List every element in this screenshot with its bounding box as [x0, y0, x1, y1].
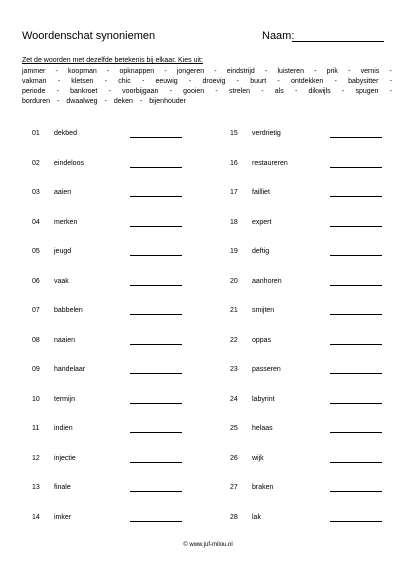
word-bank-separator: -: [56, 88, 59, 95]
answer-line[interactable]: [130, 167, 182, 168]
word-bank-separator: -: [57, 78, 61, 85]
exercise-row: [32, 451, 212, 481]
word-bank-line: [22, 77, 392, 87]
exercise-row: [32, 392, 212, 422]
answer-line[interactable]: [330, 167, 382, 168]
item-word: indien: [54, 425, 73, 432]
item-word: helaas: [252, 425, 273, 432]
word-bank-word: dwaalweg: [66, 98, 98, 105]
item-number: 27: [230, 484, 238, 491]
word-bank-word: buurt: [250, 78, 267, 85]
item-number: 16: [230, 159, 238, 167]
item-word: expert: [252, 218, 272, 226]
item-word: smijten: [252, 307, 275, 314]
answer-line[interactable]: [330, 137, 382, 138]
item-number: 22: [230, 336, 238, 344]
word-bank-word: gooien: [183, 88, 205, 95]
item-number: 05: [32, 248, 40, 255]
exercise-row: [32, 156, 212, 186]
answer-line[interactable]: [330, 462, 382, 463]
item-word: jeugd: [54, 248, 72, 255]
item-word: labyrint: [252, 395, 275, 403]
word-bank-word: bankroet: [70, 88, 98, 95]
answer-line[interactable]: [330, 403, 382, 404]
page-title: Woordenschat synoniemen: [22, 30, 156, 42]
item-number: 19: [230, 248, 238, 255]
answer-line[interactable]: [330, 255, 382, 256]
exercise-row: [32, 362, 212, 392]
word-bank-separator: -: [139, 98, 143, 105]
exercise-row: [230, 392, 410, 422]
word-bank-separator: -: [264, 68, 268, 75]
item-number: 28: [230, 513, 238, 521]
exercise-row: [230, 303, 410, 333]
word-bank-line: [22, 87, 392, 97]
item-number: 02: [32, 159, 40, 167]
word-bank-word: kletsen: [71, 78, 94, 85]
item-word: deftig: [252, 248, 270, 255]
answer-line[interactable]: [130, 344, 182, 345]
answer-line[interactable]: [130, 314, 182, 315]
word-bank-word: deken: [113, 98, 133, 105]
item-number: 17: [230, 189, 238, 196]
word-bank-separator: -: [188, 78, 192, 85]
answer-line[interactable]: [130, 521, 182, 522]
word-bank-separator: -: [261, 88, 264, 95]
word-bank-separator: -: [164, 68, 167, 75]
item-number: 08: [32, 336, 40, 344]
name-field[interactable]: [292, 41, 384, 42]
answer-line[interactable]: [130, 137, 182, 138]
word-bank-separator: -: [108, 88, 111, 95]
word-bank-separator: -: [389, 78, 392, 85]
exercise-row: [230, 480, 410, 510]
exercise-row: [32, 510, 212, 540]
exercise-row: [230, 510, 410, 540]
word-bank-word: eeuwig: [155, 78, 178, 85]
word-bank-separator: -: [57, 98, 60, 105]
item-word: aanhoren: [252, 277, 282, 285]
item-number: 10: [32, 395, 40, 403]
exercise-row: [230, 421, 410, 451]
item-number: 26: [230, 454, 238, 462]
item-number: 24: [230, 395, 238, 403]
item-number: 06: [32, 277, 40, 285]
item-word: merken: [54, 218, 78, 226]
exercise-column-right: [230, 126, 410, 539]
exercise-row: [230, 333, 410, 363]
answer-line[interactable]: [330, 285, 382, 286]
item-number: 14: [32, 513, 40, 521]
word-bank-word: jongeren: [176, 68, 205, 75]
word-bank-separator: -: [294, 88, 298, 95]
item-number: 23: [230, 366, 238, 373]
answer-line[interactable]: [330, 226, 382, 227]
exercise-row: [230, 126, 410, 156]
item-word: finale: [54, 484, 71, 491]
answer-line[interactable]: [330, 432, 382, 433]
word-bank-word: vernis: [360, 68, 380, 75]
item-number: 20: [230, 277, 238, 285]
word-bank-separator: -: [104, 78, 108, 85]
word-bank: [22, 67, 392, 107]
item-number: 15: [230, 130, 238, 137]
word-bank-separator: -: [215, 88, 218, 95]
word-bank-word: ontdekken: [290, 78, 324, 85]
exercise-row: [32, 421, 212, 451]
item-word: handelaar: [54, 366, 86, 373]
word-bank-separator: -: [55, 68, 58, 75]
word-bank-word: voorbijgaan: [122, 88, 159, 95]
word-bank-line: [22, 97, 392, 107]
exercise-row: [230, 185, 410, 215]
exercise-row: [32, 185, 212, 215]
item-word: aaien: [54, 189, 72, 196]
item-word: oppas: [252, 336, 272, 344]
answer-line[interactable]: [130, 196, 182, 197]
item-word: lak: [252, 513, 261, 521]
word-bank-word: spugen: [355, 88, 379, 95]
answer-line[interactable]: [130, 255, 182, 256]
word-bank-separator: -: [107, 68, 110, 75]
answer-line[interactable]: [330, 344, 382, 345]
word-bank-separator: -: [389, 88, 392, 95]
exercise-row: [32, 274, 212, 304]
item-word: passeren: [252, 366, 281, 373]
exercise-row: [32, 244, 212, 274]
item-word: wijk: [252, 454, 264, 462]
item-number: 12: [32, 454, 40, 462]
word-bank-separator: -: [334, 78, 337, 85]
item-word: termijn: [54, 395, 76, 403]
item-number: 18: [230, 218, 238, 226]
exercise-row: [32, 126, 212, 156]
instruction-text: Zet de woorden met dezelfde betekenis bij elkaar. Kies uit:: [22, 57, 203, 64]
word-bank-word: vakman: [22, 78, 47, 85]
word-bank-word: luisteren: [277, 68, 304, 75]
item-word: dekbed: [54, 130, 77, 137]
exercise-row: [230, 451, 410, 481]
answer-line[interactable]: [330, 373, 382, 374]
item-word: naaien: [54, 336, 76, 344]
answer-line[interactable]: [330, 491, 382, 492]
item-number: 07: [32, 307, 40, 314]
exercise-row: [230, 244, 410, 274]
answer-line[interactable]: [130, 491, 182, 492]
word-bank-word: bijenhouder: [149, 98, 186, 105]
answer-line[interactable]: [130, 432, 182, 433]
exercise-row: [32, 215, 212, 245]
exercise-row: [230, 156, 410, 186]
item-number: 21: [230, 307, 238, 314]
exercise-row: [230, 362, 410, 392]
word-bank-separator: -: [277, 78, 280, 85]
exercise-column-left: [32, 126, 212, 539]
item-word: vaak: [54, 277, 69, 285]
item-number: 25: [230, 425, 238, 432]
footer-credit: © www.juf-milou.nl: [183, 542, 233, 548]
word-bank-separator: -: [236, 78, 239, 85]
word-bank-separator: -: [314, 68, 317, 75]
answer-line[interactable]: [130, 373, 182, 374]
word-bank-word: koopman: [68, 68, 97, 75]
item-word: injectie: [54, 454, 76, 462]
answer-line[interactable]: [130, 285, 182, 286]
word-bank-separator: -: [214, 68, 217, 75]
word-bank-separator: -: [104, 98, 107, 105]
exercise-row: [32, 333, 212, 363]
item-word: braken: [252, 484, 274, 491]
word-bank-word: babysitter: [348, 78, 379, 85]
word-bank-word: jammer: [22, 68, 46, 75]
word-bank-word: eindstrijd: [226, 68, 255, 75]
name-label: Naam:: [262, 30, 295, 42]
word-bank-word: strelen: [228, 88, 250, 95]
answer-line[interactable]: [130, 403, 182, 404]
word-bank-separator: -: [141, 78, 145, 85]
word-bank-separator: -: [348, 68, 351, 75]
item-number: 01: [32, 130, 40, 137]
word-bank-word: chic: [118, 78, 131, 85]
item-number: 09: [32, 366, 40, 373]
item-number: 03: [32, 189, 40, 196]
word-bank-word: als: [274, 88, 284, 95]
exercise-row: [32, 303, 212, 333]
answer-line[interactable]: [130, 462, 182, 463]
item-number: 04: [32, 218, 40, 226]
word-bank-word: borduren: [22, 98, 51, 105]
item-word: failliet: [252, 189, 270, 196]
exercise-row: [230, 274, 410, 304]
item-number: 13: [32, 484, 40, 491]
word-bank-word: opknappen: [119, 68, 155, 75]
word-bank-word: dikwijls: [308, 88, 331, 95]
item-number: 11: [32, 425, 40, 432]
word-bank-separator: -: [341, 88, 345, 95]
item-word: babbelen: [54, 307, 83, 314]
answer-line[interactable]: [330, 521, 382, 522]
word-bank-word: prik: [326, 68, 338, 75]
word-bank-separator: -: [389, 68, 392, 75]
answer-line[interactable]: [130, 226, 182, 227]
exercise-row: [230, 215, 410, 245]
item-word: verdrietig: [252, 130, 281, 137]
item-word: eindeloos: [54, 159, 84, 167]
word-bank-word: periode: [22, 88, 46, 95]
word-bank-line: [22, 67, 392, 77]
word-bank-separator: -: [169, 88, 172, 95]
answer-line[interactable]: [330, 314, 382, 315]
item-word: restaureren: [252, 159, 288, 167]
answer-line[interactable]: [330, 196, 382, 197]
word-bank-word: droevig: [202, 78, 226, 85]
item-word: imker: [54, 513, 72, 521]
exercise-row: [32, 480, 212, 510]
